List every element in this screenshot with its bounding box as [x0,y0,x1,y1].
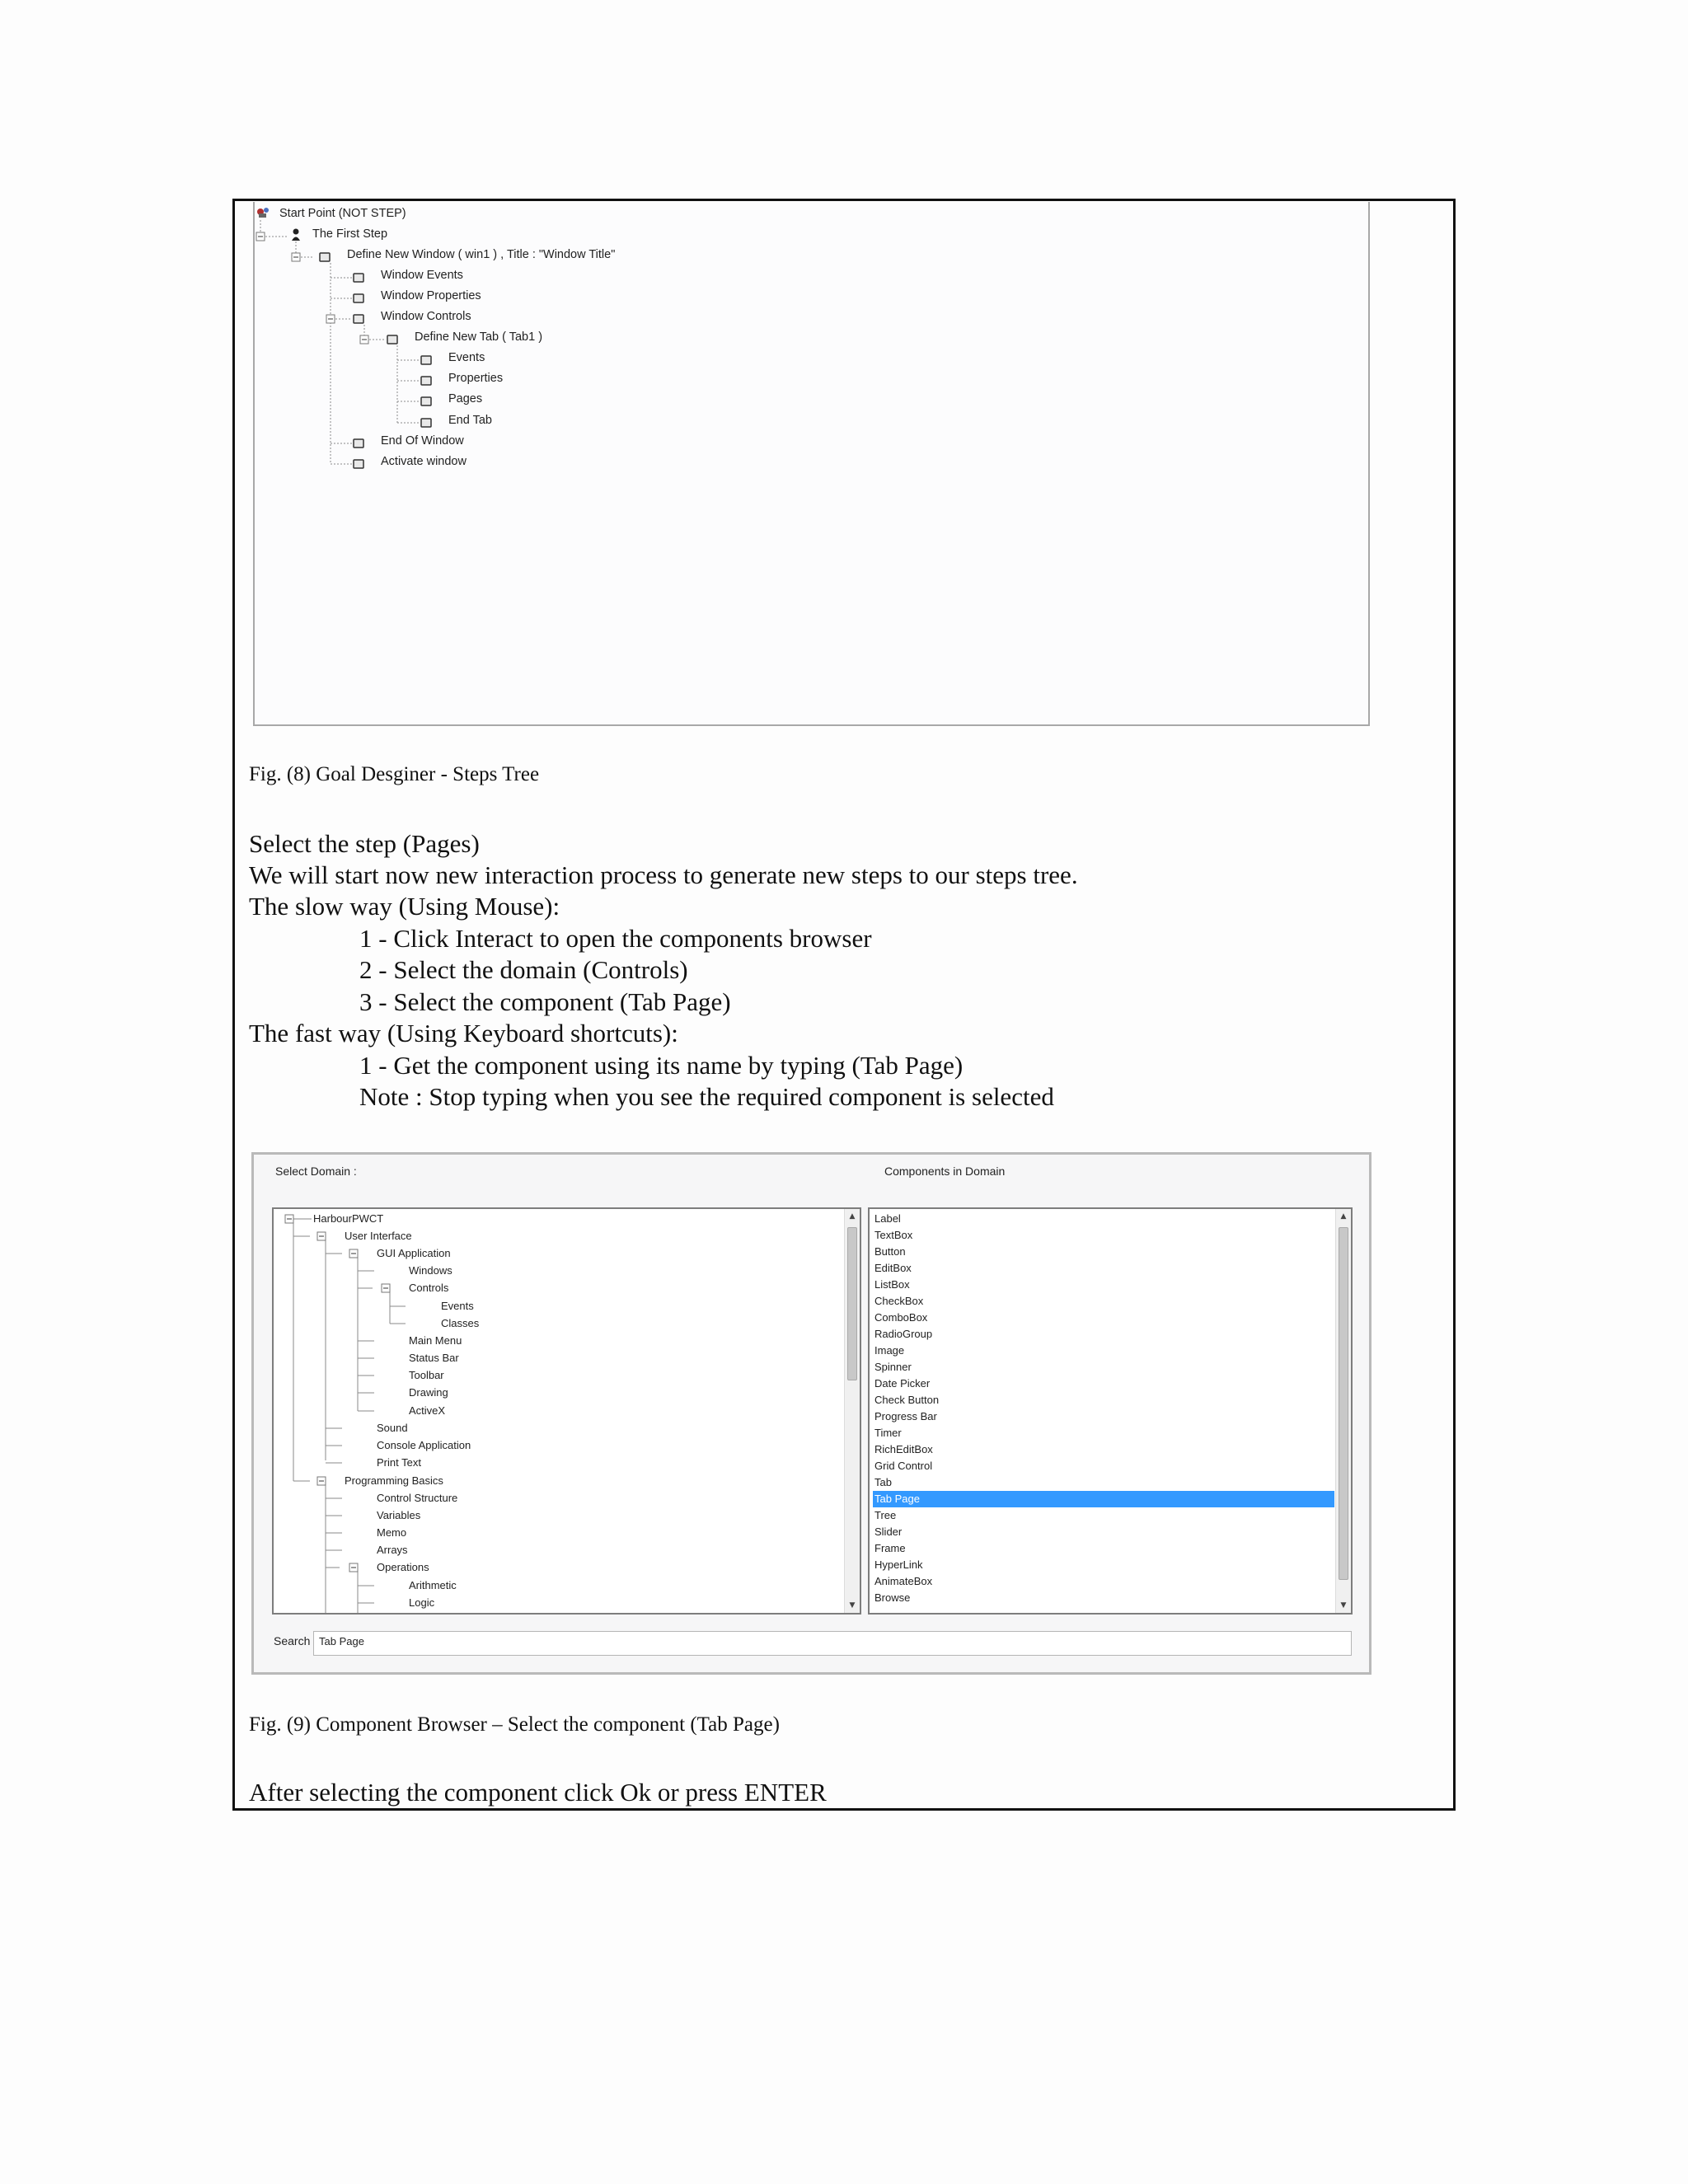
tree-node-start-point[interactable]: Start Point (NOT STEP) [279,207,406,220]
domain-scrollbar[interactable] [844,1209,860,1613]
domain-node[interactable]: Console Application [377,1439,471,1451]
instruction-line: We will start now new interaction process to generate new steps to our steps tree. [249,860,1078,889]
list-item[interactable]: Progress Bar [874,1410,937,1422]
instruction-line: The fast way (Using Keyboard shortcuts): [249,1019,678,1047]
domain-node[interactable]: Status Bar [409,1352,459,1364]
domain-node[interactable]: Programming Basics [345,1474,443,1487]
domain-node[interactable]: User Interface [345,1230,412,1242]
list-item[interactable]: Frame [874,1542,906,1554]
list-item[interactable]: RadioGroup [874,1328,933,1340]
list-item[interactable]: Browse [874,1591,911,1604]
tree-node-first-step[interactable]: The First Step [312,227,388,241]
search-label: Search [274,1634,311,1647]
domain-node[interactable]: GUI Application [377,1247,451,1259]
select-domain-label: Select Domain : [275,1165,357,1178]
steps-tree-panel[interactable] [253,202,1370,726]
closing-text: After selecting the component click Ok or press ENTER [249,1778,827,1807]
component-browser [251,1152,1372,1675]
domain-tree[interactable] [272,1207,861,1615]
domain-node[interactable]: Variables [377,1509,421,1521]
tree-node-window-controls[interactable]: Window Controls [381,310,471,323]
components-in-domain-label: Components in Domain [884,1165,1006,1178]
figure-8-caption: Fig. (8) Goal Desginer - Steps Tree [249,763,540,785]
domain-node[interactable]: Memo [377,1526,407,1539]
list-item-selected[interactable]: Tab Page [873,1491,1334,1507]
list-item[interactable]: Image [874,1344,905,1357]
figure-9-caption: Fig. (9) Component Browser – Select the component (Tab Page) [249,1713,780,1736]
instruction-line: Note : Stop typing when you see the required component is selected [359,1082,1054,1111]
list-item[interactable]: HyperLink [874,1558,923,1571]
instruction-line: 2 - Select the domain (Controls) [359,955,688,984]
scroll-down-arrow-icon[interactable]: ▼ [1340,1601,1347,1610]
scroll-thumb[interactable] [847,1227,857,1380]
list-item[interactable]: ComboBox [874,1311,928,1324]
list-item[interactable]: EditBox [874,1262,912,1274]
list-item[interactable]: Label [874,1212,901,1225]
tree-node-window-properties[interactable]: Window Properties [381,289,481,302]
list-item[interactable]: Grid Control [874,1460,933,1472]
instruction-line: 3 - Select the component (Tab Page) [359,987,731,1016]
domain-node[interactable]: Logic [409,1596,435,1609]
scroll-up-arrow-icon[interactable]: ▲ [1340,1212,1347,1221]
domain-node[interactable]: Main Menu [409,1334,462,1347]
components-scrollbar[interactable] [1335,1209,1351,1613]
list-item[interactable]: AnimateBox [874,1575,933,1587]
scroll-up-arrow-icon[interactable]: ▲ [849,1212,856,1221]
list-item[interactable]: Button [874,1245,906,1258]
list-item[interactable]: Date Picker [874,1377,931,1390]
tree-node-activate-window[interactable]: Activate window [381,455,467,468]
tree-node-end-of-window[interactable]: End Of Window [381,434,464,448]
domain-node[interactable]: Arrays [377,1544,408,1556]
domain-node[interactable]: Controls [409,1282,449,1294]
tree-node-define-tab[interactable]: Define New Tab ( Tab1 ) [415,330,543,344]
list-item[interactable]: TextBox [874,1229,913,1241]
instruction-line: 1 - Click Interact to open the components browser [359,924,872,953]
instruction-line: Select the step (Pages) [249,829,480,858]
search-input[interactable]: Tab Page [313,1631,1352,1656]
tree-node-properties[interactable]: Properties [448,372,504,385]
tree-node-pages[interactable]: Pages [448,392,483,405]
tree-node-window-events[interactable]: Window Events [381,269,463,282]
domain-node[interactable]: Classes [441,1317,480,1329]
domain-node[interactable]: Arithmetic [409,1579,457,1591]
list-item[interactable]: ListBox [874,1278,910,1291]
instruction-line: 1 - Get the component using its name by typing (Tab Page) [359,1051,964,1080]
domain-node[interactable]: Windows [409,1264,452,1277]
domain-node[interactable]: Print Text [377,1456,421,1469]
list-item[interactable]: Check Button [874,1394,940,1406]
scroll-down-arrow-icon[interactable]: ▼ [849,1601,856,1610]
domain-node[interactable]: Control Structure [377,1492,458,1504]
list-item[interactable]: CheckBox [874,1295,924,1307]
list-item[interactable]: Tree [874,1509,897,1521]
list-item[interactable]: Timer [874,1427,902,1439]
person-icon [292,229,300,241]
list-item[interactable]: RichEditBox [874,1443,933,1455]
domain-node[interactable]: Toolbar [409,1369,444,1381]
tree-node-define-window[interactable]: Define New Window ( win1 ) , Title : "Window Title" [347,248,616,261]
list-item[interactable]: Slider [874,1526,903,1538]
components-list[interactable] [868,1207,1353,1615]
domain-node[interactable]: Drawing [409,1386,448,1399]
domain-tree-lines [274,1209,842,1613]
start-point-icon [257,208,269,218]
domain-node[interactable]: HarbourPWCT [313,1212,384,1225]
instruction-line: The slow way (Using Mouse): [249,892,560,921]
domain-node[interactable]: Events [441,1300,474,1312]
domain-node[interactable]: Sound [377,1422,408,1434]
list-item[interactable]: Tab [874,1476,892,1488]
domain-node[interactable]: Operations [377,1561,429,1573]
domain-node[interactable]: ActiveX [409,1404,446,1417]
scroll-thumb[interactable] [1339,1227,1348,1580]
tree-node-events[interactable]: Events [448,351,485,364]
tree-node-end-tab[interactable]: End Tab [448,414,492,427]
list-item[interactable]: Spinner [874,1361,912,1373]
